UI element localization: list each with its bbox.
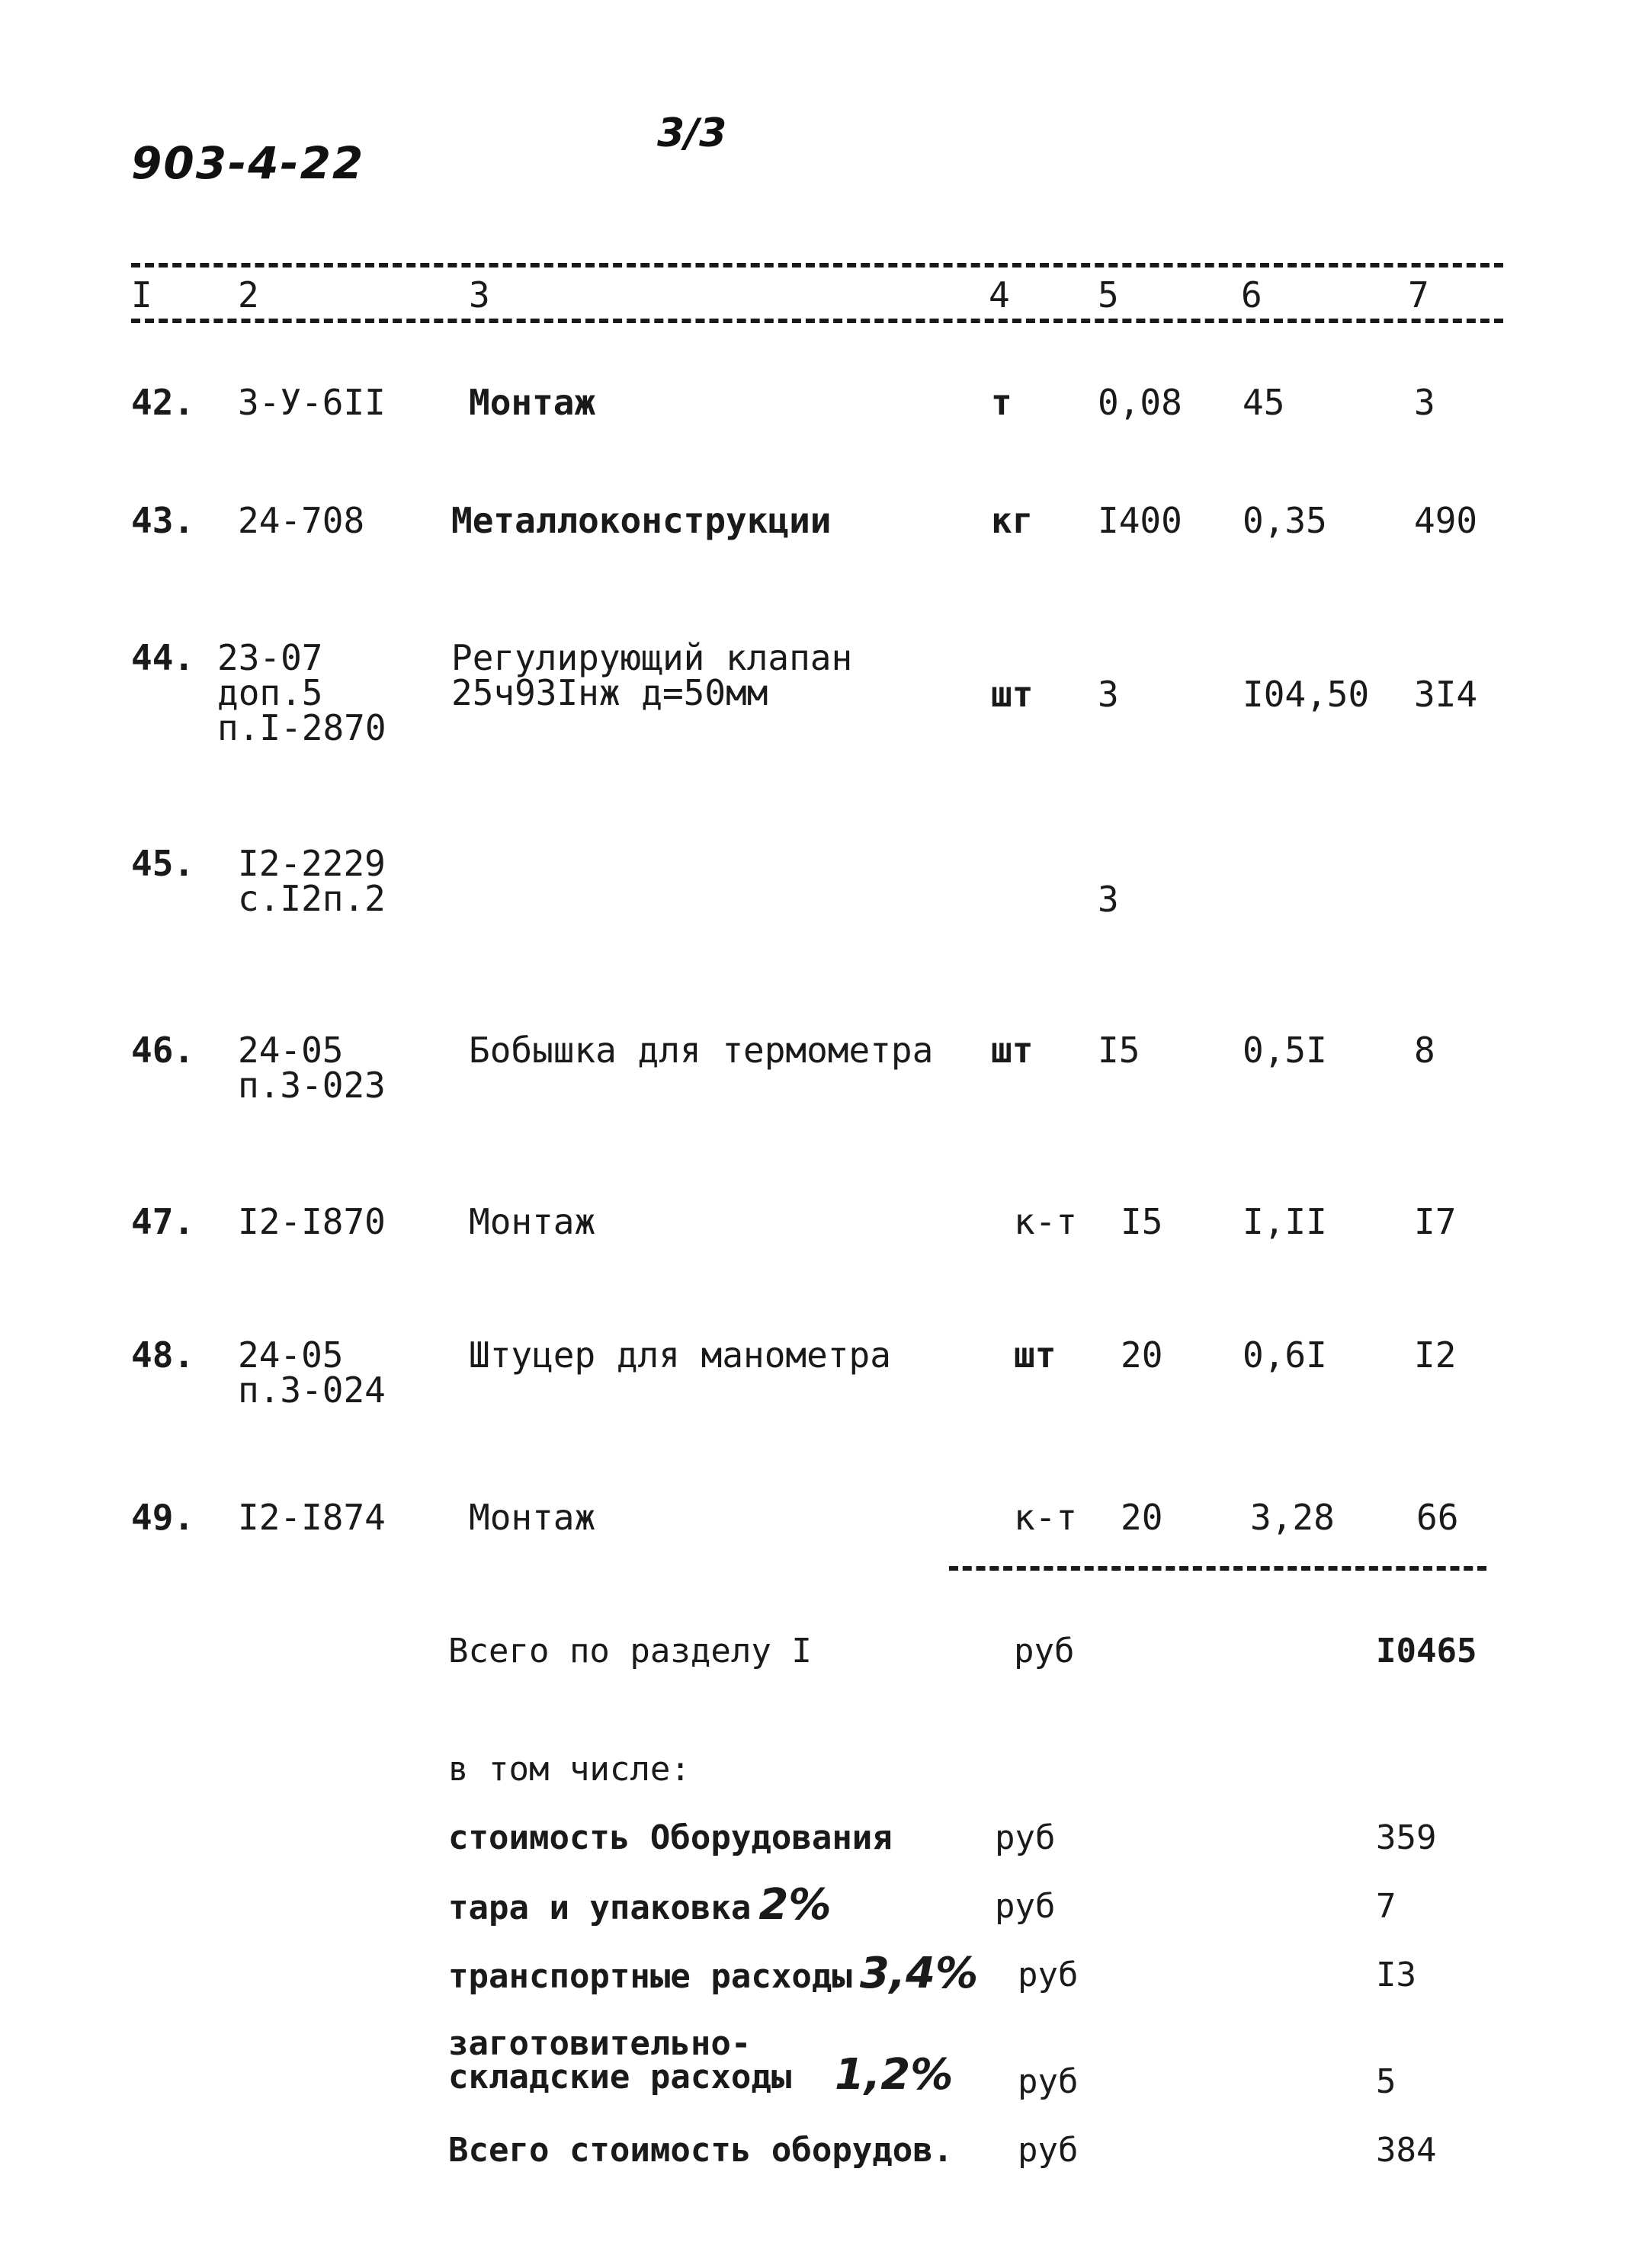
row-name: Бобышка для термометра	[469, 1030, 934, 1071]
row-price: 45	[1243, 382, 1285, 423]
row-code: I2-I874	[238, 1497, 386, 1538]
row-name: Монтаж	[469, 1201, 596, 1242]
section-total-unit: руб	[1014, 1632, 1075, 1671]
row-price: 0,6I	[1243, 1334, 1327, 1376]
row-qty: I5	[1098, 1030, 1140, 1071]
summary-label-transport: транспортные расходы	[448, 1957, 852, 1996]
row-unit: шт	[1014, 1334, 1057, 1376]
row-qty: 3	[1098, 879, 1119, 920]
row-total: 8	[1414, 1030, 1435, 1071]
row-name: Монтаж	[469, 1497, 596, 1538]
column-header-1: I	[131, 274, 152, 316]
row-name: Регулирующий клапан 25ч93Iнж д=50мм	[451, 637, 853, 713]
row-qty: 20	[1121, 1334, 1163, 1376]
row-code: 24-708	[238, 500, 365, 541]
document-code: 903-4-22	[131, 137, 365, 189]
column-header-6: 6	[1241, 274, 1262, 316]
column-header-5: 5	[1098, 274, 1119, 316]
row-unit: к-т	[1014, 1201, 1078, 1242]
row-total: I2	[1414, 1334, 1457, 1376]
row-qty: 20	[1121, 1497, 1163, 1538]
row-qty: I5	[1121, 1201, 1163, 1242]
summary-row-transport	[448, 1951, 978, 2000]
summary-value: 5	[1376, 2062, 1397, 2101]
summary-value: I3	[1376, 1956, 1416, 1994]
column-header-3: 3	[469, 274, 490, 316]
summary-unit: руб	[1018, 2062, 1079, 2101]
header-rule-top	[131, 263, 1503, 267]
row-number: 46.	[131, 1030, 195, 1071]
row-number: 44.	[131, 637, 195, 678]
row-unit: кг	[991, 500, 1034, 541]
summary-percent: 3,4%	[859, 1949, 979, 1998]
summary-value: 359	[1376, 1818, 1437, 1857]
section-total-value: I0465	[1376, 1632, 1477, 1671]
row-qty: 3	[1098, 674, 1119, 715]
row-price: I04,50	[1243, 674, 1370, 715]
column-header-4: 4	[989, 274, 1010, 316]
summary-unit: руб	[1018, 1956, 1079, 1994]
row-price: 0,5I	[1243, 1030, 1327, 1071]
row-name: Металлоконструкции	[451, 500, 832, 541]
summary-label-equipment-total: Всего стоимость оборудов.	[448, 2131, 954, 2170]
row-price: I,II	[1243, 1201, 1327, 1242]
row-number: 45.	[131, 843, 195, 884]
header-rule-bottom	[131, 319, 1503, 323]
row-total: 490	[1414, 500, 1478, 541]
row-name: Монтаж	[469, 382, 596, 423]
sheet-number: 3/3	[657, 111, 727, 156]
row-price: 0,35	[1243, 500, 1327, 541]
row-code: 24-05 п.3-023	[238, 1030, 386, 1106]
row-code: 3-У-6II	[238, 382, 386, 423]
including-label: в том числе:	[448, 1750, 691, 1789]
summary-unit: руб	[995, 1818, 1056, 1857]
column-header-2: 2	[238, 274, 259, 316]
row-total: I7	[1414, 1201, 1457, 1242]
summary-label-procurement: заготовительно- складские расходы	[448, 2024, 792, 2097]
summary-percent: 2%	[758, 1880, 832, 1930]
row-number: 43.	[131, 500, 195, 541]
row-unit: шт	[991, 674, 1034, 715]
row-unit: к-т	[1014, 1497, 1078, 1538]
row-number: 47.	[131, 1201, 195, 1242]
summary-value: 7	[1376, 1887, 1397, 1926]
row-total: 3	[1414, 382, 1435, 423]
summary-unit: руб	[995, 1887, 1056, 1926]
row-unit: т	[991, 382, 1012, 423]
row-price: 3,28	[1250, 1497, 1335, 1538]
summary-label-packaging: тара и упаковка	[448, 1888, 752, 1927]
section-total-label: Всего по разделу I	[448, 1632, 812, 1671]
row-number: 42.	[131, 382, 195, 423]
summary-percent: 1,2%	[835, 2050, 954, 2100]
row-unit: шт	[991, 1030, 1034, 1071]
summary-row-packaging	[448, 1882, 831, 1931]
row-number: 48.	[131, 1334, 195, 1376]
row-name: Штуцер для манометра	[469, 1334, 891, 1376]
row-total: 3I4	[1414, 674, 1478, 715]
row-code: I2-2229 с.I2п.2	[238, 843, 386, 919]
summary-unit: руб	[1018, 2131, 1079, 2170]
row-number: 49.	[131, 1497, 195, 1538]
row-code: 23-07 доп.5 п.I-2870	[217, 637, 386, 748]
column-header-7: 7	[1408, 274, 1429, 316]
row-total: 66	[1416, 1497, 1459, 1538]
row-qty: I400	[1098, 500, 1182, 541]
summary-label-equipment: стоимость Оборудования	[448, 1818, 893, 1857]
row-code: I2-I870	[238, 1201, 386, 1242]
row-code: 24-05 п.3-024	[238, 1334, 386, 1411]
subtotal-rule	[949, 1566, 1486, 1571]
summary-value: 384	[1376, 2131, 1437, 2170]
row-qty: 0,08	[1098, 382, 1182, 423]
